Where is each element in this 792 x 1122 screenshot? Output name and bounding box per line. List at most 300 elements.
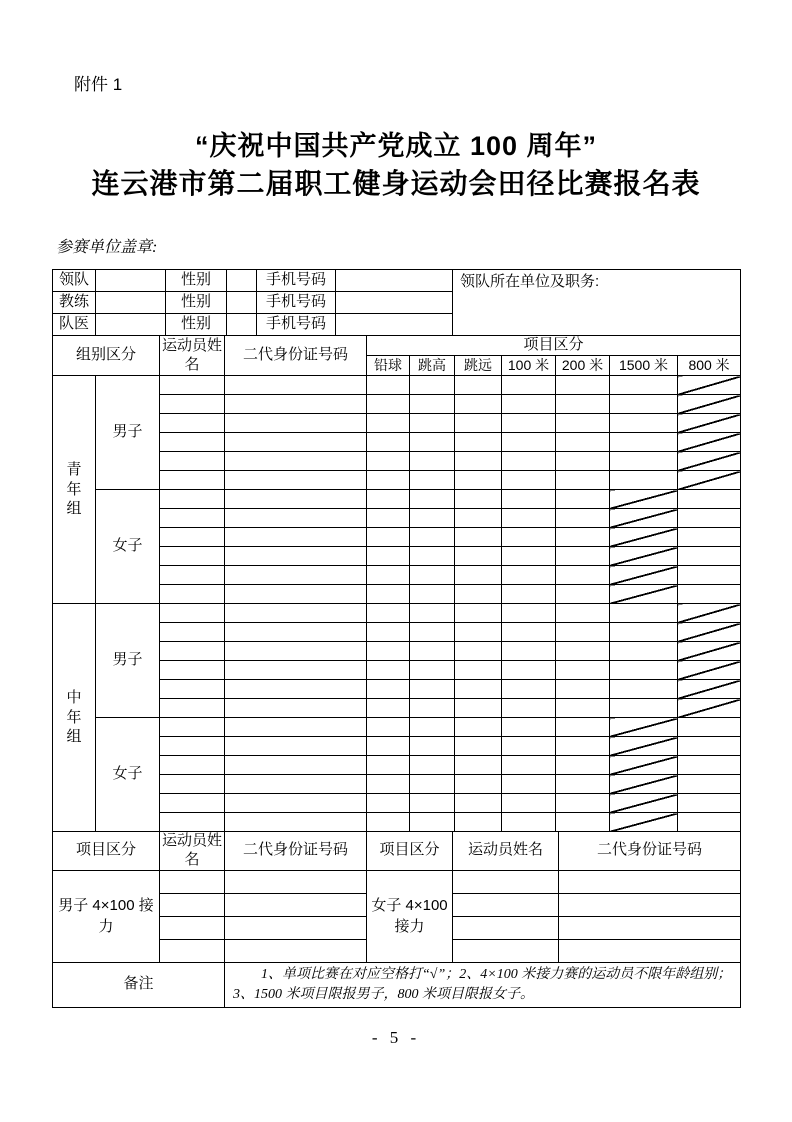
event-cell-crossed [678,395,741,414]
group-label-vertical: 青年组 [66,461,82,518]
athlete-id-cell [225,794,367,813]
relay-name-cell [453,916,559,939]
event-cell-crossed [610,585,678,604]
relay-id-cell [559,893,741,916]
event-cell [678,813,741,832]
relay-table [52,831,741,1008]
event-cell [502,376,556,395]
athlete-row [53,604,741,623]
gender-label: 性别 [166,270,227,292]
athlete-name-cell [160,756,225,775]
event-cell [502,775,556,794]
event-cell [455,566,502,585]
event-cell-crossed [610,813,678,832]
event-cell [556,414,610,433]
athlete-id-cell [225,718,367,737]
role-value-cell [96,314,166,336]
event-cell [455,395,502,414]
event-cell [678,756,741,775]
event-cell [610,376,678,395]
gender-label-cell: 女子 [96,718,160,832]
athlete-name-cell [160,813,225,832]
event-cell [455,547,502,566]
gender-label-cell: 女子 [96,490,160,604]
event-cell [556,471,610,490]
event-cell [502,528,556,547]
event-cell [502,737,556,756]
event-header-1500m: 1500 米 [610,356,678,376]
event-cell [410,813,455,832]
gender-value-cell [227,314,257,336]
event-cell [502,623,556,642]
event-header-longjump: 跳远 [455,356,502,376]
event-cell [678,794,741,813]
athlete-id-cell [225,775,367,794]
event-cell [556,642,610,661]
name-header: 运动员姓名 [160,336,225,376]
event-cell-crossed [610,509,678,528]
athlete-name-cell [160,737,225,756]
relay-id-cell [559,870,741,893]
event-cell [367,661,410,680]
event-cell [410,547,455,566]
event-cell-crossed [610,756,678,775]
staff-row [53,270,741,292]
athlete-name-cell [160,509,225,528]
relay-name-cell [160,893,225,916]
event-cell-crossed [678,623,741,642]
athlete-table [52,335,741,832]
event-cell [502,661,556,680]
event-cell [367,623,410,642]
title-line-2: 连云港市第二届职工健身运动会田径比赛报名表 [91,168,701,199]
staff-table [52,269,741,336]
athlete-name-cell [160,395,225,414]
athlete-name-cell [160,376,225,395]
gender-label: 性别 [166,314,227,336]
athlete-id-cell [225,737,367,756]
athlete-name-cell [160,794,225,813]
event-cell-crossed [678,604,741,623]
event-cell [410,490,455,509]
event-cell-crossed [678,376,741,395]
gender-label-cell: 男子 [96,604,160,718]
event-cell-crossed [610,547,678,566]
event-cell [455,376,502,395]
event-cell [556,376,610,395]
event-cell [556,813,610,832]
relay-id-header-left: 二代身份证号码 [225,832,367,871]
event-cell [367,414,410,433]
athlete-id-cell [225,585,367,604]
athlete-table-header [53,336,741,376]
event-cell [502,680,556,699]
event-cell [367,718,410,737]
event-cell-crossed [678,642,741,661]
event-cell-crossed [610,490,678,509]
athlete-name-cell [160,433,225,452]
phone-label: 手机号码 [257,292,336,314]
event-cell [502,395,556,414]
event-cell-crossed [610,528,678,547]
event-header-800m: 800 米 [678,356,741,376]
athlete-name-cell [160,471,225,490]
event-cell [410,509,455,528]
athlete-id-cell [225,452,367,471]
event-cell-crossed [610,794,678,813]
id-header: 二代身份证号码 [225,336,367,376]
event-cell [367,395,410,414]
event-cell [455,756,502,775]
event-cell [410,661,455,680]
event-cell [455,585,502,604]
event-cell [455,813,502,832]
relay-name-cell [160,916,225,939]
title-line-1: “庆祝中国共产党成立 100 周年” [194,131,598,161]
relay-name-header-left: 运动员姓名 [160,832,225,871]
event-cell [455,680,502,699]
event-cell [455,794,502,813]
relay-female-event-cell: 女子 4×100 接力 [367,870,453,962]
gender-value-cell [227,292,257,314]
event-cell [410,528,455,547]
event-cell [556,699,610,718]
event-cell [367,604,410,623]
event-cell [678,585,741,604]
event-cell-crossed [678,699,741,718]
event-cell [502,414,556,433]
event-cell [367,509,410,528]
event-cell [455,490,502,509]
athlete-id-cell [225,604,367,623]
event-cell [610,471,678,490]
event-cell [455,452,502,471]
relay-id-header-right: 二代身份证号码 [559,832,741,871]
event-cell [410,699,455,718]
event-cell [455,471,502,490]
event-cell [410,395,455,414]
event-cell [556,718,610,737]
remarks-text: 1、单项比赛在对应空格打“√”；2、4×100 米接力赛的运动员不限年龄组别；3、1500 米项目限报男子，800 米项目限报女子。 [225,962,741,1008]
event-cell [367,452,410,471]
relay-event-header-left: 项目区分 [53,832,160,871]
event-cell [678,566,741,585]
event-cell [556,490,610,509]
athlete-name-cell [160,661,225,680]
event-cell [455,604,502,623]
relay-id-cell [225,893,367,916]
event-header-shotput: 铅球 [367,356,410,376]
event-cell-crossed [678,433,741,452]
event-cell-crossed [678,661,741,680]
document-title [0,127,792,203]
athlete-id-cell [225,623,367,642]
event-cell [367,528,410,547]
relay-row [53,870,741,893]
athlete-name-cell [160,699,225,718]
event-cell [678,737,741,756]
athlete-id-cell [225,547,367,566]
event-cell [367,680,410,699]
athlete-name-cell [160,566,225,585]
role-value-cell [96,292,166,314]
phone-value-cell [336,314,453,336]
event-cell [610,433,678,452]
event-cell [556,737,610,756]
event-cell [502,509,556,528]
athlete-name-cell [160,718,225,737]
event-cell-crossed [678,680,741,699]
athlete-name-cell [160,490,225,509]
athlete-name-cell [160,528,225,547]
event-cell [367,737,410,756]
relay-id-cell [559,939,741,962]
athlete-row [53,376,741,395]
event-cell [556,566,610,585]
athlete-id-cell [225,414,367,433]
event-cell [410,585,455,604]
event-cell [556,794,610,813]
event-cell [556,395,610,414]
athlete-name-cell [160,775,225,794]
event-cell [455,623,502,642]
relay-table-header [53,832,741,871]
event-cell [556,756,610,775]
event-cell-crossed [678,471,741,490]
event-cell-crossed [610,737,678,756]
athlete-name-cell [160,642,225,661]
event-cell [455,433,502,452]
group-label-vertical: 中年组 [66,689,82,746]
event-header-highjump: 跳高 [410,356,455,376]
event-cell [556,604,610,623]
event-cell [610,414,678,433]
event-cell [410,756,455,775]
athlete-id-cell [225,490,367,509]
group-header: 组别区分 [53,336,160,376]
event-cell [410,718,455,737]
athlete-name-cell [160,604,225,623]
event-cell [367,490,410,509]
event-cell [556,547,610,566]
event-cell-crossed [678,452,741,471]
relay-id-cell [225,939,367,962]
event-cell [455,509,502,528]
event-cell [410,623,455,642]
event-cell [455,642,502,661]
athlete-id-cell [225,813,367,832]
event-cell [455,661,502,680]
event-cell [610,623,678,642]
event-cell [610,661,678,680]
group-label-cell [53,376,96,604]
event-cell [678,547,741,566]
event-cell [502,699,556,718]
event-cell [410,680,455,699]
relay-header-row [53,832,741,871]
relay-name-cell [453,939,559,962]
athlete-name-cell [160,680,225,699]
event-cell [367,471,410,490]
event-cell [410,414,455,433]
event-cell [610,452,678,471]
event-cell [410,794,455,813]
relay-id-cell [559,916,741,939]
event-cell [367,642,410,661]
event-cell [556,452,610,471]
event-cell-crossed [610,775,678,794]
event-cell [610,699,678,718]
event-cell [367,813,410,832]
athlete-id-cell [225,433,367,452]
attachment-label: 附件 1 [74,75,123,94]
gender-label: 性别 [166,292,227,314]
event-cell [367,376,410,395]
event-cell [410,471,455,490]
event-cell [556,775,610,794]
event-cell [367,775,410,794]
role-label: 教练 [53,292,96,314]
event-cell [502,813,556,832]
athlete-id-cell [225,528,367,547]
relay-event-header-right: 项目区分 [367,832,453,871]
group-label-cell [53,604,96,832]
remarks-row [53,962,741,1008]
athlete-row [53,718,741,737]
athlete-id-cell [225,509,367,528]
leader-unit-cell: 领队所在单位及职务: [453,270,741,336]
event-cell [556,509,610,528]
event-cell-crossed [678,414,741,433]
event-header-200m: 200 米 [556,356,610,376]
relay-name-cell [453,893,559,916]
phone-value-cell [336,270,453,292]
athlete-name-cell [160,623,225,642]
event-cell [410,566,455,585]
events-group-header: 项目区分 [367,336,741,356]
event-cell-crossed [610,566,678,585]
athlete-id-cell [225,642,367,661]
event-cell [502,756,556,775]
event-cell [410,775,455,794]
event-cell [455,414,502,433]
event-cell [410,604,455,623]
athlete-id-cell [225,756,367,775]
event-cell [502,433,556,452]
event-cell [502,604,556,623]
page-number: - 5 - [371,1028,421,1047]
event-cell [410,433,455,452]
event-cell [678,509,741,528]
event-cell [502,471,556,490]
athlete-table-body [53,376,741,832]
event-cell [410,737,455,756]
relay-table-body [53,870,741,962]
event-cell [367,433,410,452]
gender-value-cell [227,270,257,292]
event-cell [678,775,741,794]
event-cell [556,585,610,604]
athlete-id-cell [225,680,367,699]
event-cell [502,490,556,509]
event-cell [610,680,678,699]
athlete-id-cell [225,395,367,414]
event-cell [410,376,455,395]
event-cell [410,452,455,471]
event-cell [502,642,556,661]
athlete-id-cell [225,566,367,585]
event-cell [455,699,502,718]
event-header-100m: 100 米 [502,356,556,376]
event-cell [556,528,610,547]
event-cell [610,395,678,414]
gender-label-cell: 男子 [96,376,160,490]
phone-label: 手机号码 [257,314,336,336]
role-value-cell [96,270,166,292]
relay-male-event-cell: 男子 4×100 接力 [53,870,160,962]
athlete-name-cell [160,547,225,566]
event-cell [367,566,410,585]
athlete-name-cell [160,585,225,604]
event-cell [610,642,678,661]
athlete-id-cell [225,661,367,680]
relay-name-header-right: 运动员姓名 [453,832,559,871]
event-cell [556,661,610,680]
event-cell [455,737,502,756]
athlete-name-cell [160,452,225,471]
seal-note: 参赛单位盖章: [56,239,158,256]
event-cell [502,794,556,813]
event-cell [502,547,556,566]
event-cell [455,775,502,794]
event-cell [455,718,502,737]
event-cell [610,604,678,623]
event-cell [367,794,410,813]
role-label: 领队 [53,270,96,292]
event-cell [678,528,741,547]
event-cell [502,452,556,471]
athlete-id-cell [225,376,367,395]
athlete-row [53,490,741,509]
event-cell [556,433,610,452]
event-cell [367,699,410,718]
relay-name-cell [160,870,225,893]
athlete-id-cell [225,471,367,490]
event-cell [367,756,410,775]
event-cell [502,566,556,585]
athlete-id-cell [225,699,367,718]
phone-value-cell [336,292,453,314]
athlete-header-row [53,336,741,356]
event-cell [367,547,410,566]
role-label: 队医 [53,314,96,336]
event-cell [502,585,556,604]
event-cell [556,623,610,642]
event-cell [455,528,502,547]
remarks-label: 备注 [53,962,225,1008]
remarks-section [53,962,741,1008]
relay-id-cell [225,870,367,893]
phone-label: 手机号码 [257,270,336,292]
event-cell-crossed [610,718,678,737]
event-cell [556,680,610,699]
event-cell [678,490,741,509]
event-cell [502,718,556,737]
relay-name-cell [453,870,559,893]
event-cell [367,585,410,604]
event-cell [410,642,455,661]
relay-name-cell [160,939,225,962]
